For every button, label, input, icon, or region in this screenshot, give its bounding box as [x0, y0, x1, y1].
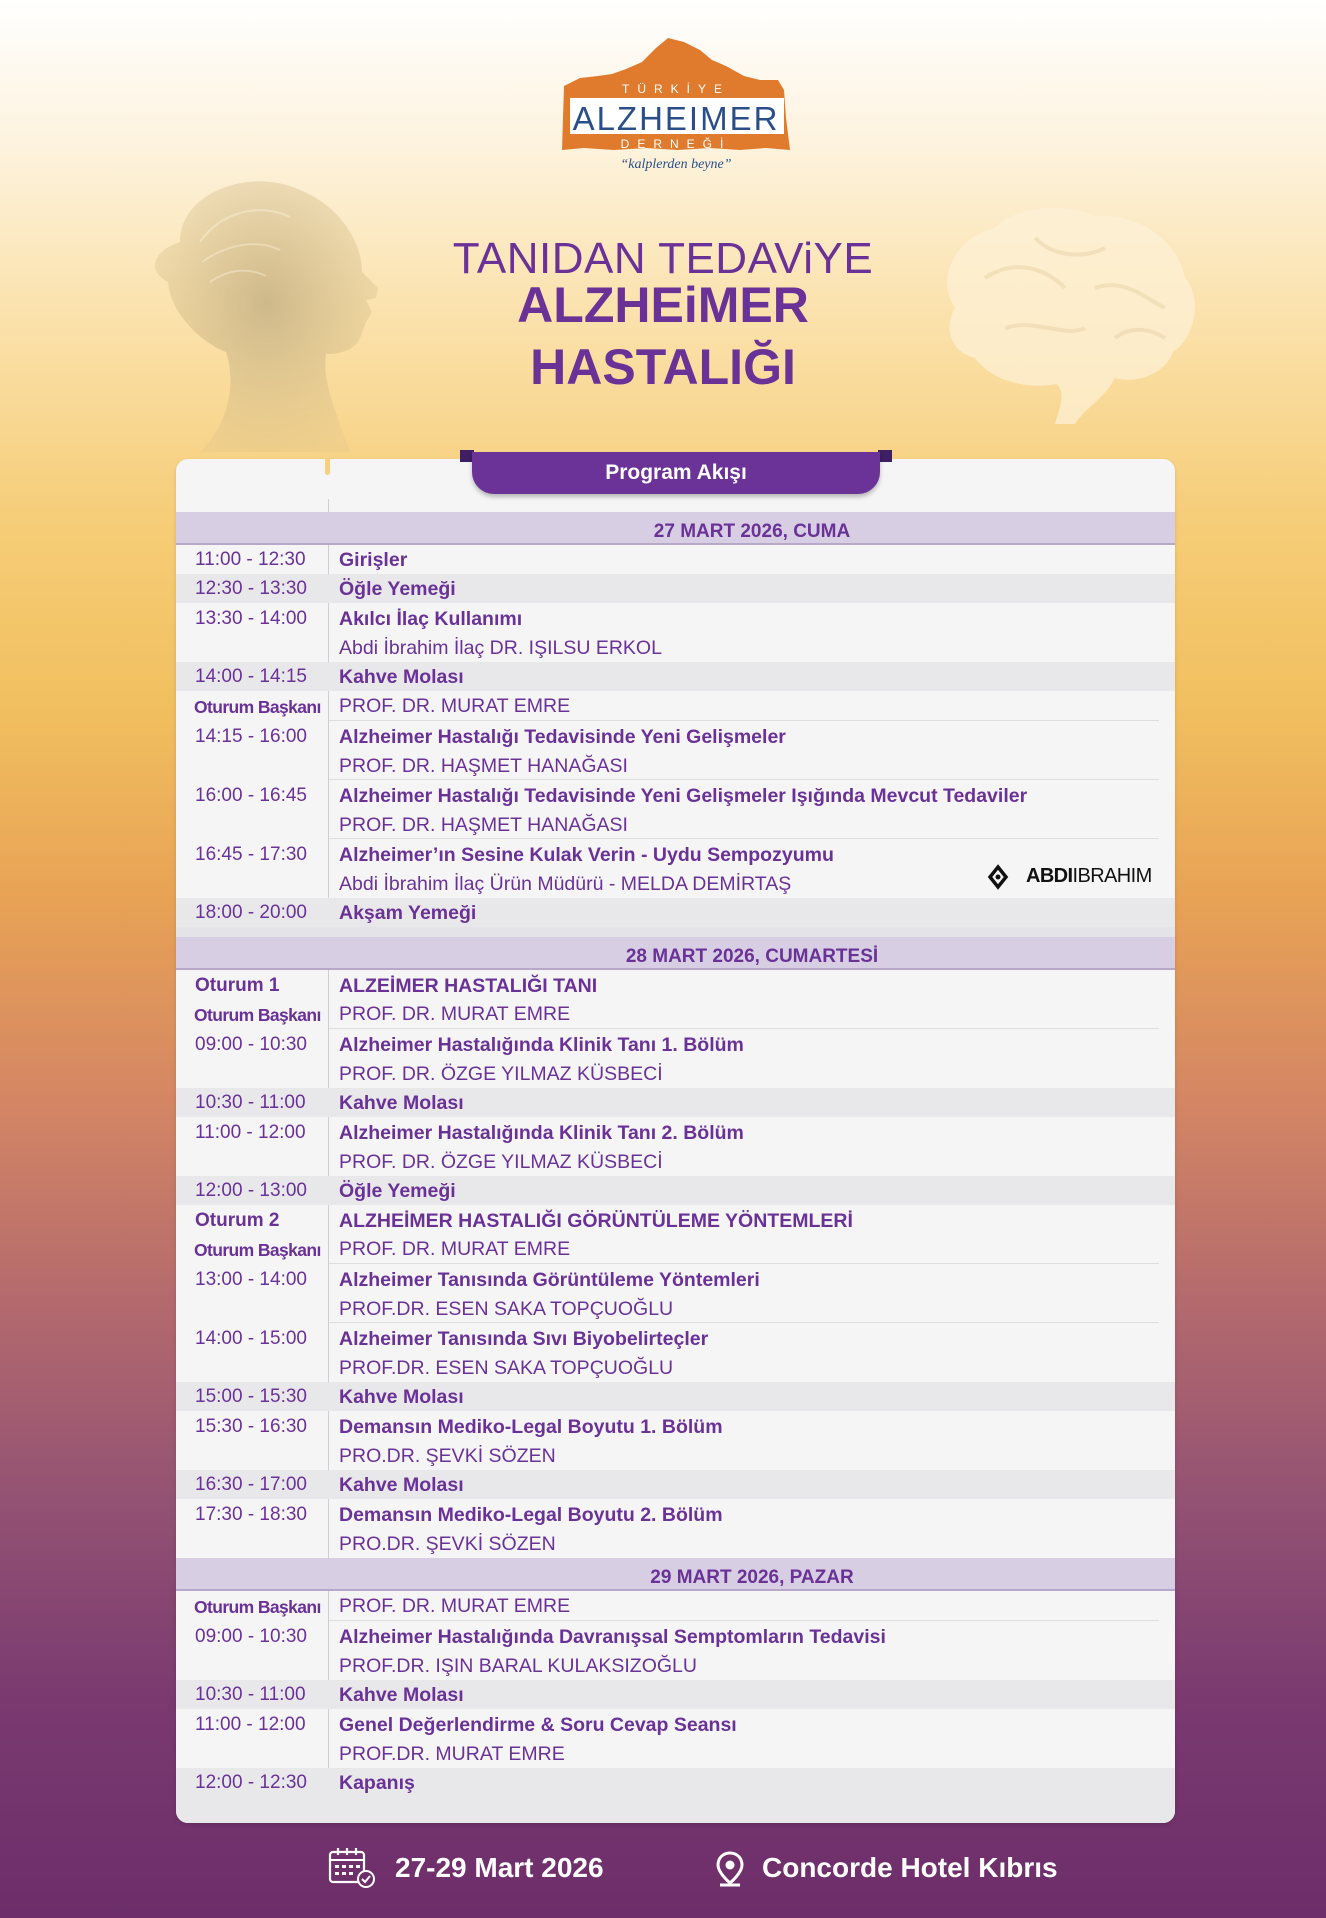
time-cell: 16:30 - 17:00 — [195, 1474, 307, 1495]
speaker-cell: PROF. DR. MURAT EMRE — [339, 1003, 571, 1025]
table-row — [176, 1176, 1175, 1205]
time-cell: 11:00 - 12:30 — [195, 549, 306, 570]
logo-top-text: TÜRKİYE — [621, 82, 731, 96]
time-cell: 13:30 - 14:00 — [195, 608, 307, 629]
sponsor-name: ABDIIBRAHIM — [1026, 865, 1152, 887]
table-row — [176, 1264, 1175, 1322]
table-row — [176, 970, 1175, 999]
title-cell: Kahve Molası — [339, 1386, 464, 1408]
speaker-cell: PROF. DR. MURAT EMRE — [339, 1595, 571, 1617]
day-gap — [176, 927, 1175, 937]
speaker-cell: PRO.DR. ŞEVKİ SÖZEN — [339, 1533, 556, 1555]
program-ribbon: Program Akışı — [472, 452, 880, 494]
sponsor-logo — [988, 863, 1152, 889]
table-row — [176, 999, 1175, 1028]
table-row — [176, 1411, 1175, 1469]
table-row — [176, 1470, 1175, 1499]
title-cell: Öğle Yemeği — [339, 1180, 456, 1202]
title-line-1: TANIDAN TEDAViYE — [452, 234, 874, 283]
session-label: Oturum 2 — [195, 1210, 280, 1231]
time-cell: 09:00 - 10:30 — [195, 1626, 307, 1647]
session-chair-label: Oturum Başkanı — [194, 1597, 321, 1617]
time-cell: 12:00 - 13:00 — [195, 1180, 307, 1201]
title-cell: Kapanış — [339, 1772, 415, 1794]
title-cell: Kahve Molası — [339, 666, 464, 688]
title-cell: Alzheimer Tanısında Sıvı Biyobelirteçler — [339, 1328, 709, 1350]
table-row — [176, 545, 1175, 573]
session-chair-label: Oturum Başkanı — [194, 1240, 321, 1260]
table-row — [176, 780, 1175, 838]
card-notch — [325, 459, 330, 475]
title-cell: Alzheimer Hastalığında Davranışsal Semptomların Tedavisi — [339, 1626, 886, 1648]
event-dates: 27-29 Mart 2026 — [395, 1852, 604, 1883]
table-row — [176, 691, 1175, 720]
table-row — [176, 1029, 1175, 1087]
time-cell: 17:30 - 18:30 — [195, 1504, 307, 1525]
title-cell: Genel Değerlendirme & Soru Cevap Seansı — [339, 1714, 737, 1736]
table-row — [176, 1768, 1175, 1823]
title-line-3: HASTALIĞI — [530, 339, 796, 395]
title-cell: Alzheimer’ın Sesine Kulak Verin - Uydu Sempozyumu — [339, 844, 834, 866]
table-row — [176, 1323, 1175, 1381]
table-row — [176, 1680, 1175, 1709]
title-cell: Alzheimer Hastalığında Klinik Tanı 2. Bölüm — [339, 1122, 744, 1144]
title-cell: Öğle Yemeği — [339, 578, 456, 600]
speaker-cell: PROF. DR. ÖZGE YILMAZ KÜSBECİ — [339, 1151, 663, 1173]
session-label: Oturum 1 — [195, 975, 280, 996]
table-row — [176, 1088, 1175, 1117]
table-row — [176, 1117, 1175, 1175]
table-row — [176, 1382, 1175, 1411]
speaker-cell: PRO.DR. ŞEVKİ SÖZEN — [339, 1445, 556, 1467]
sponsor-mark-icon — [988, 864, 1018, 890]
location-pin-icon — [716, 1851, 744, 1887]
title-cell: Kahve Molası — [339, 1474, 464, 1496]
time-cell: 10:30 - 11:00 — [195, 1684, 306, 1705]
alzheimer-association-logo — [560, 36, 792, 178]
table-row — [176, 1621, 1175, 1679]
logo-bottom-text: DERNEĞİ — [620, 137, 732, 151]
ribbon-wing-right — [878, 450, 892, 462]
time-cell: 12:00 - 12:30 — [195, 1772, 307, 1793]
table-row — [176, 1591, 1175, 1620]
speaker-cell: PROF.DR. ESEN SAKA TOPÇUOĞLU — [339, 1357, 674, 1379]
event-venue: Concorde Hotel Kıbrıs — [762, 1852, 1058, 1883]
speaker-cell: Abdi İbrahim İlaç DR. IŞILSU ERKOL — [339, 637, 662, 659]
session-chair-label: Oturum Başkanı — [194, 697, 321, 717]
title-cell: ALZHEİMER HASTALIĞI GÖRÜNTÜLEME YÖNTEMLERİ — [339, 1210, 853, 1232]
day-1-header-text: 27 MART 2026, CUMA — [653, 521, 851, 542]
title-cell: Kahve Molası — [339, 1684, 464, 1706]
time-cell: 15:30 - 16:30 — [195, 1416, 307, 1437]
logo-motto-text: “kalplerden beyne” — [620, 157, 732, 172]
day-1-header — [176, 512, 1175, 545]
day-2-header-text: 28 MART 2026, CUMARTESİ — [625, 946, 879, 967]
speaker-cell: PROF.DR. ESEN SAKA TOPÇUOĞLU — [339, 1298, 674, 1320]
speaker-cell: PROF. DR. MURAT EMRE — [339, 695, 571, 717]
time-cell: 18:00 - 20:00 — [195, 902, 307, 923]
table-row — [176, 1709, 1175, 1767]
program-card — [176, 459, 1175, 1823]
speaker-cell: Abdi İbrahim İlaç Ürün Müdürü - MELDA DEMİRTAŞ — [339, 873, 792, 895]
speaker-cell: PROF. DR. MURAT EMRE — [339, 1238, 571, 1260]
title-cell: Akşam Yemeği — [339, 902, 477, 924]
table-row — [176, 1205, 1175, 1234]
time-cell: 10:30 - 11:00 — [195, 1092, 306, 1113]
speaker-cell: PROF.DR. IŞIN BARAL KULAKSIZOĞLU — [339, 1655, 697, 1677]
table-row — [176, 662, 1175, 691]
time-cell: 15:00 - 15:30 — [195, 1386, 307, 1407]
day-3-header-text: 29 MART 2026, PAZAR — [650, 1567, 854, 1588]
title-cell: Alzheimer Tanısında Görüntüleme Yöntemleri — [339, 1269, 760, 1291]
table-row — [176, 574, 1175, 603]
title-cell: Alzheimer Hastalığı Tedavisinde Yeni Gelişmeler Işığında Mevcut Tedaviler — [339, 785, 1028, 807]
time-cell: 11:00 - 12:00 — [195, 1714, 306, 1735]
table-row — [176, 1499, 1175, 1557]
speaker-cell: PROF. DR. ÖZGE YILMAZ KÜSBECİ — [339, 1063, 663, 1085]
day-2-header — [176, 937, 1175, 970]
title-cell: Akılcı İlaç Kullanımı — [339, 608, 523, 630]
title-cell: Demansın Mediko-Legal Boyutu 1. Bölüm — [339, 1416, 723, 1438]
speaker-cell: PROF.DR. MURAT EMRE — [339, 1743, 565, 1765]
speaker-cell: PROF. DR. HAŞMET HANAĞASI — [339, 755, 628, 777]
title-cell: Demansın Mediko-Legal Boyutu 2. Bölüm — [339, 1504, 723, 1526]
title-cell: Kahve Molası — [339, 1092, 464, 1114]
time-cell: 11:00 - 12:00 — [195, 1122, 306, 1143]
title-cell: Alzheimer Hastalığında Klinik Tanı 1. Bölüm — [339, 1034, 744, 1056]
speaker-cell: PROF. DR. HAŞMET HANAĞASI — [339, 814, 628, 836]
time-cell: 13:00 - 14:00 — [195, 1269, 307, 1290]
title-cell: ALZEİMER HASTALIĞI TANI — [339, 975, 598, 997]
title-line-2: ALZHEiMER — [517, 277, 809, 333]
title-cell: Girişler — [339, 549, 408, 571]
table-row — [176, 898, 1175, 927]
time-cell: 14:00 - 14:15 — [195, 666, 307, 687]
time-cell: 16:00 - 16:45 — [195, 785, 307, 806]
time-cell: 14:00 - 15:00 — [195, 1328, 307, 1349]
time-cell: 12:30 - 13:30 — [195, 578, 307, 599]
day-3-header — [176, 1558, 1175, 1591]
time-cell: 09:00 - 10:30 — [195, 1034, 307, 1055]
table-row — [176, 1234, 1175, 1263]
time-cell: 14:15 - 16:00 — [195, 726, 307, 747]
calendar-icon — [328, 1846, 378, 1890]
table-row — [176, 603, 1175, 661]
title-cell: Alzheimer Hastalığı Tedavisinde Yeni Gelişmeler — [339, 726, 786, 748]
logo-name-text: ALZHEIMER — [572, 100, 780, 137]
time-cell: 16:45 - 17:30 — [195, 844, 307, 865]
table-row — [176, 721, 1175, 779]
session-chair-label: Oturum Başkanı — [194, 1005, 321, 1025]
